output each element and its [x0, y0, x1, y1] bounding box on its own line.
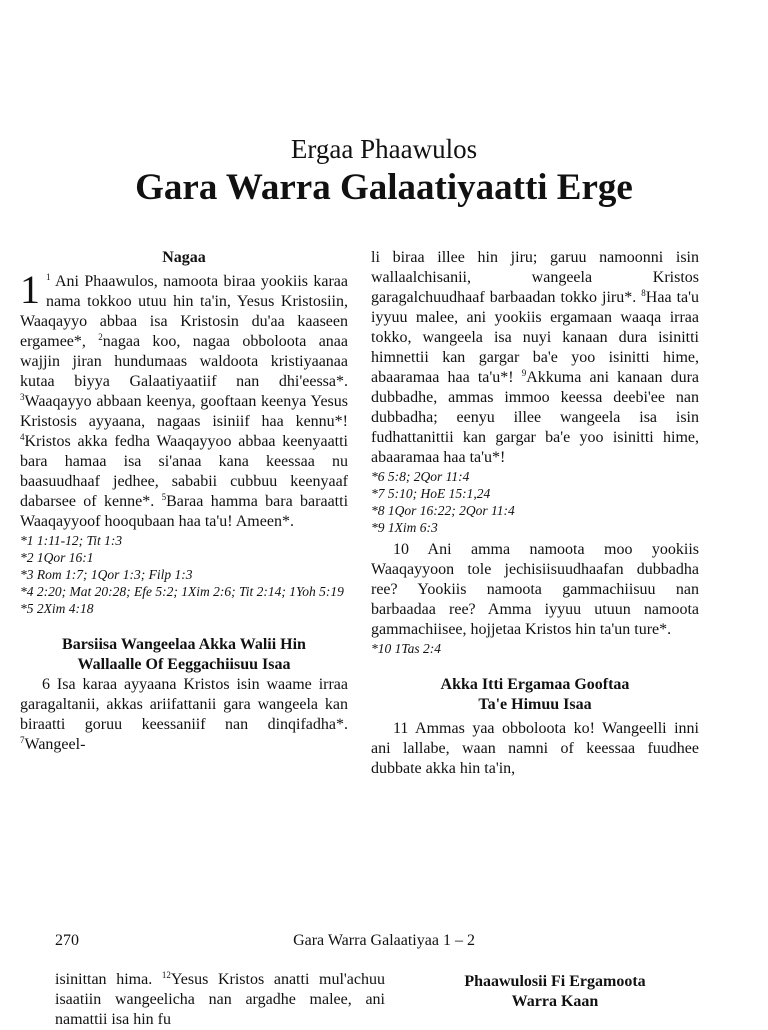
paragraph-verse-11: 11 Ammas yaa obboloota ko! Wangeelli inni ani lallabe, waan namni of keessaa fuudhee dubbate akka hin ta'in, — [371, 720, 699, 777]
footnote: *7 5:10; HoE 15:1,24 — [371, 486, 491, 501]
paragraph-verses-1-5 — [20, 267, 349, 532]
book-subtitle: Ergaa Phaawulos — [290, 134, 478, 164]
footnote: *5 2Xim 4:18 — [20, 601, 94, 616]
running-head: Gara Warra Galaatiyaa 1 – 2 — [293, 932, 475, 949]
section-heading-nagaa: Nagaa — [162, 249, 206, 266]
next-page-heading — [410, 972, 700, 1012]
verse-number: 2 — [98, 332, 103, 342]
section-heading-line: Akka Itti Ergamaa Gooftaa — [440, 676, 630, 693]
verse-number: 1 — [46, 272, 51, 282]
next-page-left-text — [55, 970, 385, 1030]
verse-number: 5 — [161, 492, 167, 502]
section-heading-line: Phaawulosii Fi Ergamoota — [464, 973, 646, 990]
verse-number: 7 — [20, 735, 25, 745]
chapter-number: 1 — [20, 267, 40, 312]
verse-text: isinittan hima. — [55, 971, 153, 988]
footnote: *9 1Xim 6:3 — [371, 520, 438, 535]
section-heading-line: Ta'e Himuu Isaa — [478, 696, 592, 713]
verse-number: 9 — [521, 368, 527, 378]
verse-text: Kristos akka fedha Waaqayyoo abbaa keenyaatti bara hamaa isa si'anaa kana keessaa nu baasuudhaaf jedhee, sababii cubbuu keenyaaf dabarsee of kenne*. — [20, 433, 348, 510]
paragraph-verse-10: 10 Ani amma namoota moo yookiis Waaqayyoon tole jechisiisuudhaafan dubbadha ree? Yookiis namoota gammachiisuu nan barbaadaa ree? Amma iyyuu utuun namoota gammachiisee, hojjetaa Kristos hin ta'un ture*. — [371, 541, 699, 638]
page-header — [0, 132, 768, 210]
verse-text: Yesus Kristos anatti mul'achuu isaatiin wangeelicha nan argadhe malee, ani namattii isa hin fu — [55, 971, 385, 1028]
verse-text: li biraa illee hin jiru; garuu namoonni isin wallaalchisanii, wangeela Kristos garagalchuudhaaf barbaadan tokko jiru*. — [371, 249, 699, 306]
page-number: 270 — [55, 932, 79, 949]
verse-text: Akkuma ani kanaan dura dubbadhe, ammas immoo keessa deebi'ee nan dubbadha; eenyu illee wangeela isa isin fudhattanittii kan gargar ba'e yoo isinitti hime, abaaramaa haa ta'u*! — [371, 369, 700, 466]
footnote: *2 1Qor 16:1 — [20, 550, 94, 565]
verse-number: 8 — [641, 288, 646, 298]
verse-text: Haa ta'u iyyuu malee, ani yookiis ergamaan waaqa irraa tokko, wangeela isa nuyi kanaan dura isinitti himnettii kan gargar ba'e yoo isinitti hime, abaaramaa haa ta'u*! — [371, 289, 700, 386]
left-column — [20, 248, 348, 755]
footnote: *10 1Tas 2:4 — [371, 641, 442, 656]
footnote: *4 2:20; Mat 20:28; Efe 5:2; 1Xim 2:6; Tit 2:14; 1Yoh 5:19 — [20, 584, 344, 599]
verse-text: Waaqayyo abbaan keenya, gooftaan keenya Yesus Kristosis ayyaana, nagaas isiniif haa kennu*! — [20, 393, 348, 430]
footnote: *8 1Qor 16:22; 2Qor 11:4 — [371, 503, 515, 518]
section-heading-line: Warra Kaan — [511, 993, 599, 1010]
footnote: *3 Rom 1:7; 1Qor 1:3; Filp 1:3 — [20, 567, 193, 582]
right-column — [371, 248, 699, 779]
verse-text: Wangeel- — [24, 736, 86, 753]
verse-number: 4 — [20, 432, 25, 442]
verse-text: Isa karaa ayyaana Kristos isin waame irraa garagaltanii, akkas ariifattanii gara wangeela kan biraatti goruu keessaniif nan dinqifadha*. — [20, 676, 348, 733]
verse-number: 3 — [20, 392, 25, 402]
verse-text: nagaa koo, nagaa obboloota anaa wajjin jiran hundumaas waldoota kristiyaanaa kutaa biyya Galaatiyaatiif nan dhi'eessa*. — [20, 333, 349, 390]
paragraph-verses-6-7 — [20, 675, 348, 755]
verse-number: 6 — [42, 676, 50, 693]
section-heading-line: Barsiisa Wangeelaa Akka Walii Hin — [62, 636, 306, 653]
footnote: *1 1:11-12; Tit 1:3 — [20, 533, 123, 548]
section-heading-line: Wallaalle Of Eeggachiisuu Isaa — [77, 656, 291, 673]
paragraph-verses-7-9 — [371, 248, 699, 468]
book-title: Gara Warra Galaatiyaatti Erge — [135, 167, 633, 208]
footnote: *6 5:8; 2Qor 11:4 — [371, 469, 470, 484]
verse-text: Baraa hamma bara baraatti Waaqayyoof hooqubaan haa ta'u! Ameen*. — [20, 493, 349, 530]
verse-text: Ani Phaawulos, namoota biraa yookiis karaa nama tokkoo utuu hin ta'in, Yesus Kristosiin, Waaqayyo abbaa isa Kristosin du'aa kaaseen ergamee*, — [20, 273, 348, 350]
page-footer — [0, 932, 768, 954]
verse-number: 12 — [161, 970, 171, 980]
